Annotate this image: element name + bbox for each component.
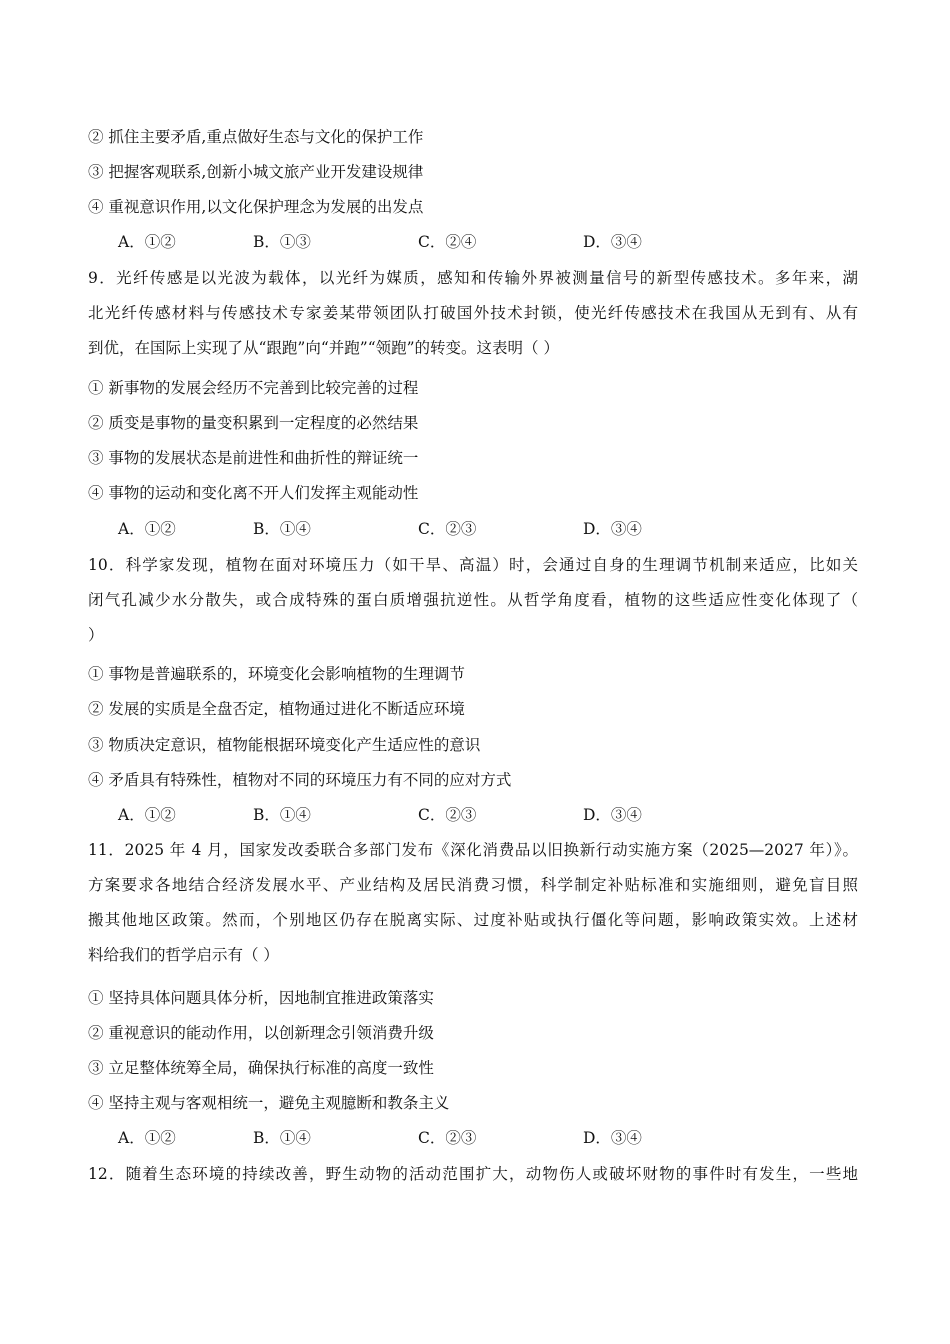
answer-option: B．①③	[253, 233, 311, 251]
text-line: 闭气孔减少水分散失，或合成特殊的蛋白质增强抗逆性。从哲学角度看，植物的这些适应性变化体现了（	[88, 591, 858, 609]
text-line: 到优，在国际上实现了从“跟跑”向“并跑”“领跑”的转变。这表明（ ）	[88, 339, 559, 357]
text-line: ③ 事物的发展状态是前进性和曲折性的辩证统一	[88, 449, 419, 467]
text-line: ② 发展的实质是全盘否定，植物通过进化不断适应环境	[88, 700, 465, 718]
answer-option: C．②④	[418, 233, 477, 251]
text-line: ① 新事物的发展会经历不完善到比较完善的过程	[88, 379, 419, 397]
text-line: ）	[88, 626, 104, 644]
answer-option: D．③④	[583, 1129, 642, 1147]
answer-option: C．②③	[418, 806, 477, 824]
answer-option: D．③④	[583, 233, 642, 251]
text-line: ④ 矛盾具有特殊性，植物对不同的环境压力有不同的应对方式	[88, 771, 512, 789]
text-line: ① 事物是普遍联系的，环境变化会影响植物的生理调节	[88, 665, 465, 683]
text-line: 北光纤传感材料与传感技术专家姜某带领团队打破国外技术封锁，使光纤传感技术在我国从无到有、从有	[88, 304, 858, 322]
text-line: 9．光纤传感是以光波为载体，以光纤为媒质，感知和传输外界被测量信号的新型传感技术。多年来，湖	[88, 269, 858, 287]
text-line: ② 质变是事物的量变积累到一定程度的必然结果	[88, 414, 419, 432]
text-line: ④ 坚持主观与客观相统一，避免主观臆断和教条主义	[88, 1094, 450, 1112]
answer-option: A．①②	[118, 806, 176, 824]
text-line: ③ 把握客观联系,创新小城文旅产业开发建设规律	[88, 163, 424, 181]
answer-option: A．①②	[118, 1129, 176, 1147]
text-line: 11．2025 年 4 月，国家发改委联合多部门发布《深化消费品以旧换新行动实施方案（2025—2027 年）》。	[88, 841, 858, 859]
text-line: ④ 事物的运动和变化离不开人们发挥主观能动性	[88, 484, 419, 502]
text-line: 12．随着生态环境的持续改善，野生动物的活动范围扩大，动物伤人或破坏财物的事件时有发生，一些地	[88, 1165, 858, 1183]
text-line: 10．科学家发现，植物在面对环境压力（如干旱、高温）时，会通过自身的生理调节机制来适应，比如关	[88, 556, 858, 574]
answer-option: A．①②	[118, 520, 176, 538]
text-line: 方案要求各地结合经济发展水平、产业结构及居民消费习惯，科学制定补贴标准和实施细则，避免盲目照	[88, 876, 858, 894]
text-line: ① 坚持具体问题具体分析，因地制宜推进政策落实	[88, 989, 434, 1007]
answer-option: C．②③	[418, 1129, 477, 1147]
answer-option: B．①④	[253, 806, 311, 824]
answer-option: D．③④	[583, 806, 642, 824]
text-line: ② 抓住主要矛盾,重点做好生态与文化的保护工作	[88, 128, 424, 146]
text-line: 搬其他地区政策。然而，个别地区仍存在脱离实际、过度补贴或执行僵化等问题，影响政策实效。上述材	[88, 911, 858, 929]
text-line: ③ 立足整体统筹全局，确保执行标准的高度一致性	[88, 1059, 434, 1077]
text-line: 料给我们的哲学启示有（ ）	[88, 946, 279, 964]
answer-option: D．③④	[583, 520, 642, 538]
text-line: ③ 物质决定意识，植物能根据环境变化产生适应性的意识	[88, 736, 481, 754]
answer-option: A．①②	[118, 233, 176, 251]
answer-option: C．②③	[418, 520, 477, 538]
text-line: ④ 重视意识作用,以文化保护理念为发展的出发点	[88, 198, 424, 216]
answer-option: B．①④	[253, 1129, 311, 1147]
answer-option: B．①④	[253, 520, 311, 538]
text-line: ② 重视意识的能动作用，以创新理念引领消费升级	[88, 1024, 434, 1042]
